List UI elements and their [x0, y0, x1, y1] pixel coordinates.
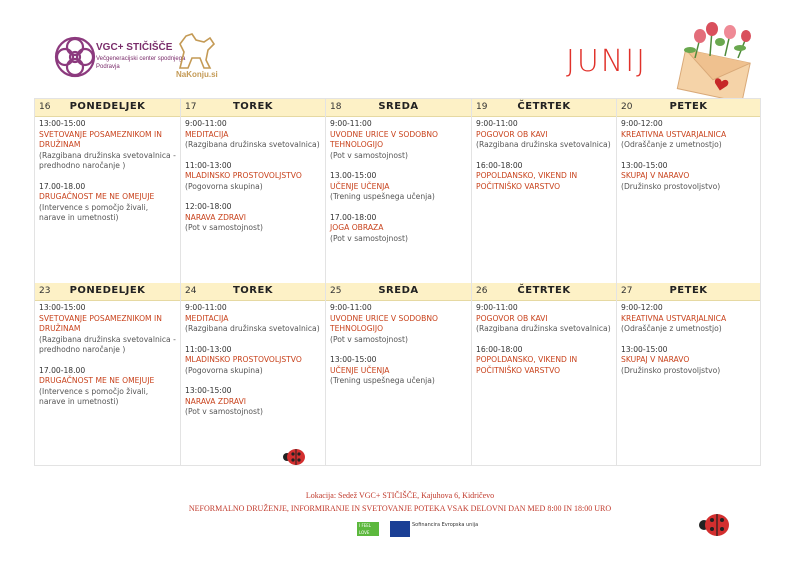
event-entry — [185, 161, 321, 193]
day-name: PETEK — [669, 101, 708, 112]
event-activity: SVETOVANJE POSAMEZNIKOM IN DRUŽINAM — [39, 313, 162, 333]
day-cell — [181, 99, 326, 283]
event-note: (Pot v samostojnost) — [185, 223, 263, 232]
event-time: 17.00-18.00 — [39, 365, 86, 375]
event-note: (Pot v samostojnost) — [330, 233, 408, 243]
event-activity: MLADINSKO PROSTOVOLJSTVO — [185, 171, 302, 180]
day-cell — [472, 283, 617, 466]
eu-flag-icon — [390, 521, 410, 537]
day-number: 16 — [39, 102, 51, 112]
day-number: 20 — [621, 102, 633, 112]
day-number: 27 — [621, 286, 633, 296]
event-note: (Razgibana družinska svetovalnica) — [476, 324, 611, 333]
day-number: 19 — [476, 102, 488, 112]
event-activity: JOGA OBRAZA — [330, 223, 384, 232]
org-subtitle: Večgeneracijski center spodnjega Podravja — [96, 56, 186, 70]
day-body — [472, 301, 616, 388]
day-body — [617, 117, 760, 204]
day-cell — [472, 99, 617, 283]
day-cell — [326, 283, 472, 466]
event-activity: NARAVA ZDRAVI — [185, 396, 247, 406]
event-time: 12:00-18:00 — [185, 202, 232, 211]
event-note: (Družinsko prostovoljstvo) — [621, 181, 721, 191]
day-header — [617, 99, 760, 117]
event-entry — [185, 119, 321, 151]
day-cell — [35, 99, 181, 283]
ladybug-icon — [281, 447, 307, 467]
day-name: PONEDELJEK — [69, 285, 146, 296]
event-time: 9:00-11:00 — [185, 303, 227, 312]
event-entry — [476, 161, 612, 193]
day-number: 26 — [476, 286, 488, 296]
event-time: 9:00-11:00 — [476, 119, 518, 128]
day-name: SREDA — [378, 285, 419, 296]
day-body — [35, 117, 180, 236]
event-time: 9:00-11:00 — [330, 303, 372, 312]
day-header — [181, 283, 325, 301]
day-header — [326, 283, 471, 301]
day-header — [617, 283, 760, 301]
event-activity: SVETOVANJE POSAMEZNIKOM IN DRUŽINAM — [39, 129, 162, 149]
flower-envelope-icon — [670, 20, 760, 102]
event-time: 9:00-11:00 — [330, 119, 372, 128]
event-activity: DRUGAČNOST ME NE OMEJUJE — [39, 192, 155, 201]
event-time: 13:00-15:00 — [39, 119, 86, 128]
hours-text: NEFORMALNO DRUŽENJE, INFORMIRANJE IN SVETOVANJE POTEKA VSAK DELOVNI DAN MED 8:00 IN 18:00 URO — [188, 504, 612, 513]
event-note: (Odraščanje z umetnostjo) — [621, 324, 722, 333]
calendar-grid — [34, 98, 761, 466]
event-time: 13:00-15:00 — [185, 386, 232, 395]
event-time: 13:00-15:00 — [39, 303, 86, 312]
event-note: (Odraščanje z umetnostjo) — [621, 140, 722, 149]
event-note: (Pot v samostojnost) — [330, 334, 408, 344]
event-entry — [621, 161, 756, 193]
event-note: (Intervence s pomočjo živali, narave in umetnosti) — [39, 386, 149, 406]
month-title: JUNIJ — [566, 44, 647, 79]
event-activity: MEDITACIJA — [185, 313, 229, 323]
event-note: (Intervence s pomočjo živali, narave in umetnosti) — [39, 202, 149, 222]
event-entry — [39, 182, 176, 224]
event-time: 13:00-15:00 — [621, 344, 668, 354]
event-entry — [621, 303, 756, 335]
event-time: 16:00-18:00 — [476, 160, 523, 170]
week-row — [35, 99, 760, 283]
day-cell — [326, 99, 472, 283]
event-note: (Družinsko prostovoljstvo) — [621, 365, 721, 375]
event-note: (Pogovorna skupina) — [185, 181, 263, 191]
event-entry — [185, 303, 321, 335]
event-time: 17.00-18.00 — [39, 181, 86, 191]
event-activity: POPOLDANSKO, VIKEND IN POČITNIŠKO VARSTVO — [476, 355, 578, 375]
event-time: 17.00-18:00 — [330, 212, 377, 222]
event-entry — [621, 119, 756, 151]
event-note: (Razgibana družinska svetovalnica) — [185, 140, 320, 149]
day-name: ČETRTEK — [517, 101, 571, 112]
event-activity: SKUPAJ V NARAVO — [621, 171, 690, 180]
event-time: 9:00-11:00 — [185, 119, 227, 128]
event-activity: POGOVOR OB KAVI — [476, 313, 548, 323]
nakonju-logo — [170, 30, 230, 86]
day-cell — [181, 283, 326, 466]
event-entry — [476, 345, 612, 377]
day-name: TOREK — [232, 285, 274, 296]
event-note: (Pot v samostojnost) — [185, 407, 263, 416]
event-time: 11:00-13:00 — [185, 160, 232, 170]
event-time: 13:00-15:00 — [621, 160, 668, 170]
event-activity: NARAVA ZDRAVI — [185, 212, 247, 222]
day-name: PONEDELJEK — [69, 101, 146, 112]
event-activity: POPOLDANSKO, VIKEND IN POČITNIŠKO VARSTVO — [476, 171, 578, 191]
event-entry — [330, 171, 467, 203]
event-time: 9:00-12:00 — [621, 303, 663, 312]
event-note: (Razgibana družinska svetovalnica) — [476, 140, 611, 149]
event-entry — [39, 303, 176, 356]
event-note: (Pot v samostojnost) — [330, 150, 408, 160]
event-time: 13.00-15:00 — [330, 171, 377, 180]
day-number: 17 — [185, 102, 197, 112]
day-body — [617, 301, 760, 388]
horse-icon — [170, 30, 220, 72]
event-entry — [330, 355, 467, 387]
org-name: VGC+ STIČIŠČE — [96, 42, 173, 53]
day-name: ČETRTEK — [517, 285, 571, 296]
event-entry — [476, 303, 612, 335]
day-header — [181, 99, 325, 117]
event-activity: UČENJE UČENJA — [330, 181, 390, 191]
day-cell — [617, 283, 760, 466]
eu-funding-text: Sofinancira Evropska unija — [412, 522, 479, 528]
event-entry — [476, 119, 612, 151]
event-activity: SKUPAJ V NARAVO — [621, 355, 690, 364]
event-entry — [39, 119, 176, 172]
day-number: 18 — [330, 102, 342, 112]
day-header — [472, 283, 616, 301]
event-entry — [621, 345, 756, 377]
event-activity: MEDITACIJA — [185, 129, 229, 139]
event-activity: UVODNE URICE V SODOBNO TEHNOLOGIJO — [330, 129, 439, 149]
event-time: 11:00-13:00 — [185, 344, 232, 354]
day-body — [326, 301, 471, 399]
celtic-knot-icon — [52, 34, 98, 80]
day-number: 25 — [330, 286, 342, 296]
event-time: 9:00-12:00 — [621, 119, 663, 128]
event-time: 16:00-18:00 — [476, 344, 523, 354]
event-activity: MLADINSKO PROSTOVOLJSTVO — [185, 355, 302, 364]
event-activity: KREATIVNA USTVARJALNICA — [621, 129, 727, 139]
day-header — [35, 283, 180, 301]
day-header — [35, 99, 180, 117]
event-note: (Trening uspešnega učenja) — [330, 376, 435, 385]
event-activity: UČENJE UČENJA — [330, 365, 390, 375]
partner-logo-text: NaKonju.si — [176, 70, 218, 79]
event-note: (Razgibana družinska svetovalnica) — [185, 324, 320, 333]
day-number: 24 — [185, 286, 197, 296]
day-header — [326, 99, 471, 117]
day-name: PETEK — [669, 285, 708, 296]
location-text: Lokacija: Sedež VGC+ STIČIŠČE, Kajuhova 6, Kidričevo — [305, 491, 495, 500]
day-name: SREDA — [378, 101, 419, 112]
day-body — [35, 301, 180, 420]
week-row — [35, 283, 760, 466]
event-note: (Razgibana družinska svetovalnica - predhodno naročanje ) — [39, 150, 176, 170]
day-body — [326, 117, 471, 256]
event-time: 13:00-15:00 — [330, 355, 377, 364]
event-entry — [330, 119, 467, 161]
event-note: (Razgibana družinska svetovalnica - predhodno naročanje ) — [39, 334, 176, 354]
day-body — [181, 117, 325, 246]
day-cell — [617, 99, 760, 283]
event-entry — [330, 213, 467, 245]
event-note: (Pogovorna skupina) — [185, 365, 263, 375]
event-entry — [185, 386, 321, 418]
day-header — [472, 99, 616, 117]
day-cell — [35, 283, 181, 466]
event-entry — [185, 202, 321, 234]
event-entry — [330, 303, 467, 345]
event-entry — [185, 345, 321, 377]
event-entry — [39, 366, 176, 408]
day-body — [181, 301, 325, 430]
event-note: (Trening uspešnega učenja) — [330, 192, 435, 201]
ladybug-icon — [697, 512, 731, 538]
event-activity: DRUGAČNOST ME NE OMEJUJE — [39, 376, 155, 385]
event-activity: POGOVOR OB KAVI — [476, 129, 548, 139]
event-activity: UVODNE URICE V SODOBNO TEHNOLOGIJO — [330, 313, 439, 333]
event-time: 9:00-11:00 — [476, 303, 518, 312]
day-name: TOREK — [232, 101, 274, 112]
day-number: 23 — [39, 286, 51, 296]
day-body — [472, 117, 616, 204]
feel-love-logo: I FEEL LOVE — [357, 522, 379, 536]
event-activity: KREATIVNA USTVARJALNICA — [621, 313, 727, 323]
